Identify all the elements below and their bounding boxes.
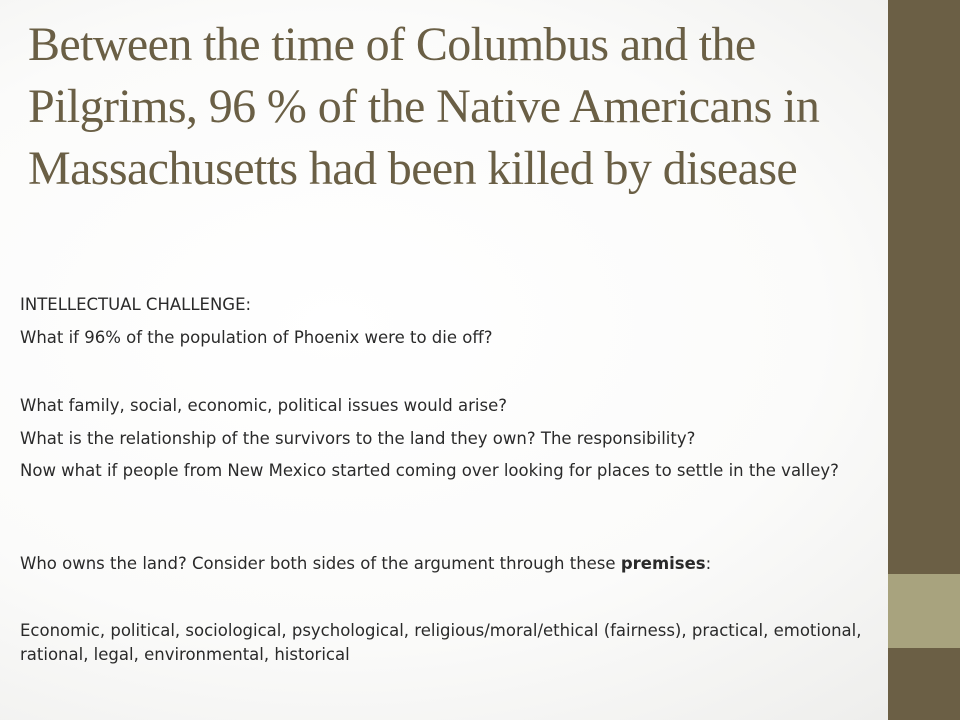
side-bar-light-accent [888,574,960,648]
question-land-colon: : [705,554,712,573]
side-bar-dark-top [888,0,960,574]
question-issues: What family, social, economic, political issues would arise? [20,396,507,415]
slide-title: Between the time of Columbus and the Pilgrims, 96 % of the Native Americans in Massachusetts had been killed by disease [28,18,820,195]
premises-list: Economic, political, sociological, psychological, religious/moral/ethical (fairness), practical, emotional, rational, legal, environmental, historical [20,621,862,664]
decorative-side-bar [888,0,960,720]
question-phoenix: What if 96% of the population of Phoenix were to die off? [20,328,493,347]
premises-keyword: premises [620,554,706,573]
question-new-mexico: Now what if people from New Mexico started coming over looking for places to settle in the valley? [20,461,839,480]
question-land-ownership [20,552,880,576]
challenge-heading: INTELLECTUAL CHALLENGE: [20,295,252,314]
question-relationship: What is the relationship of the survivors to the land they own? The responsibility? [20,429,696,448]
question-land-text: Who owns the land? Consider both sides of the argument through these [20,554,621,573]
side-bar-dark-bottom [888,648,960,720]
